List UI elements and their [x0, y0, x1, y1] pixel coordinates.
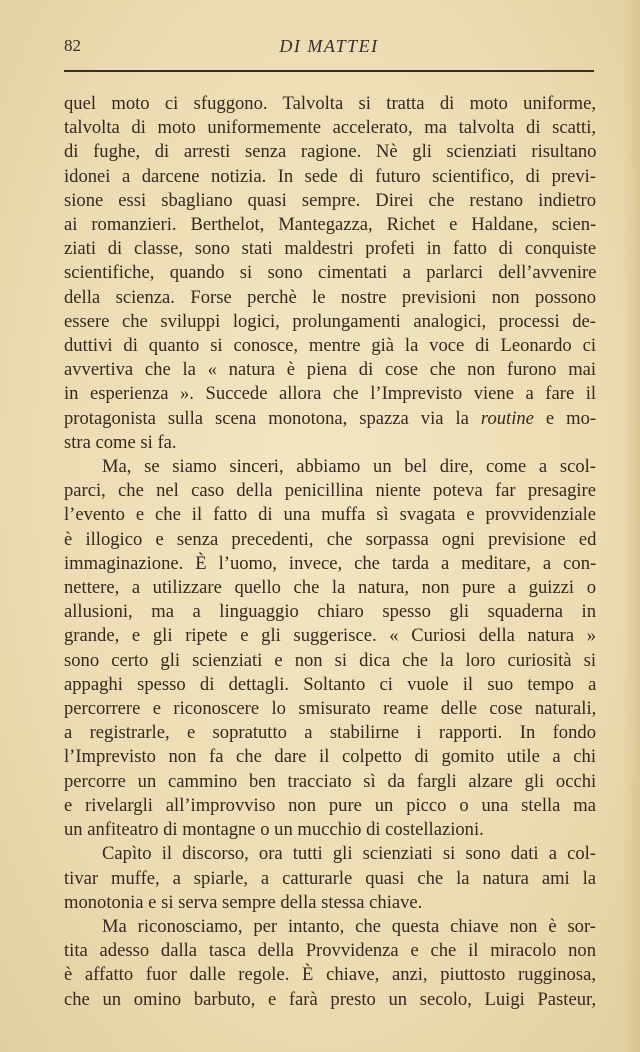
running-head — [64, 36, 594, 62]
text-line: a registrarle, e sopratutto a stabilirne i rapporti. In fondo — [64, 722, 596, 744]
text-line: è illogico e senza precedenti, che sorpassa ogni previsione ed — [64, 528, 597, 550]
text-line: in esperienza ». Succede allora che l’Imprevisto viene a fare il — [64, 383, 597, 405]
text-line: ai romanzieri. Berthelot, Mantegazza, Richet e Haldane, scien- — [64, 214, 597, 236]
page-edge-shadow — [622, 0, 640, 1052]
text-line: Capìto il discorso, ora tutti gli scienziati si sono dati a col- — [102, 843, 596, 865]
text-line: essere che sviluppi logici, prolungamenti analogici, processi de- — [64, 310, 596, 332]
paragraph-1 — [64, 92, 596, 455]
text-line: tita adesso dalla tasca della Provvidenza e che il miracolo non — [64, 940, 596, 962]
text-line: immaginazione. È l’uomo, invece, che tarda a meditare, a con- — [64, 552, 597, 574]
text-line: percorre un cammino ben tracciato sì da fargli alzare gli occhi — [64, 770, 597, 792]
text-line: parci, che nel caso della penicillina niente poteva far presagire — [64, 480, 596, 502]
text-line: della scienza. Forse perchè le nostre previsioni non possono — [64, 286, 596, 308]
text-line: ziati di classe, sono stati maldestri profeti in fatto di conquiste — [64, 238, 597, 260]
page-number: 82 — [64, 36, 81, 55]
text-line: sono certo gli scienziati e non si dica che la loro curiosità si — [64, 649, 597, 671]
running-title: DI MATTEI — [279, 36, 379, 56]
text-line: l’evento e che il fatto di una muffa sì svagata e provvidenziale — [64, 504, 596, 526]
text-line: di fughe, di arresti senza ragione. Nè gli scienziati risultano — [64, 141, 597, 163]
header-rule — [64, 70, 594, 72]
text-line: Ma riconosciamo, per intanto, che questa chiave non è sor- — [102, 915, 596, 937]
text-segment: protagonista sulla scena monotona, spazza via la — [64, 407, 469, 429]
text-line: è affatto fuor dalle regole. È chiave, anzi, piuttosto rugginosa, — [64, 964, 596, 986]
paragraph-3 — [64, 842, 596, 915]
text-line-with-italic — [64, 407, 596, 431]
text-line: monotonia e si serva sempre della stessa chiave. — [64, 891, 423, 913]
text-line: e rivelargli all’improvviso non pure un picco o una stella ma — [64, 794, 596, 816]
text-line: stra come si fa. — [64, 431, 177, 453]
text-line: nettere, a utilizzare quello che la natura, non pure a guizzi o — [64, 577, 596, 599]
text-line: un anfiteatro di montagne o un mucchio di costellazioni. — [64, 819, 484, 841]
text-line: quel moto ci sfuggono. Talvolta si tratta di moto uniforme, — [64, 93, 596, 114]
text-line: appaghi spesso di dettagli. Soltanto ci vuole il suo tempo a — [64, 673, 597, 695]
text-line: Ma, se siamo sinceri, abbiamo un bel dire, come a scol- — [102, 456, 596, 478]
text-line: avvertiva che la « natura è piena di cose che non furono mai — [64, 359, 597, 381]
text-line: idonei a darcene notizia. In sede di futuro scientifico, di previ- — [64, 165, 596, 187]
text-line: sione essi sbagliano quasi sempre. Direi che restano indietro — [64, 189, 596, 211]
text-line: scientifiche, quando si sono cimentati a parlarci dell’avvenire — [64, 262, 597, 284]
text-line: che un omino barbuto, e farà presto un secolo, Luigi Pasteur, — [64, 988, 597, 1010]
text-line: l’Imprevisto non fa che dare il colpetto di gomito utile a chi — [64, 746, 596, 768]
text-line: grande, e gli ripete e gli suggerisce. « Curiosi della natura » — [64, 625, 596, 647]
body-text — [64, 92, 596, 1012]
italic-word: routine — [480, 407, 534, 429]
text-line: talvolta di moto uniformemente accelerato, ma talvolta di scatti, — [64, 117, 597, 139]
text-segment: e mo- — [545, 407, 597, 429]
text-line: tivar muffe, a spiarle, a catturarle quasi che la natura ami la — [64, 867, 597, 889]
paragraph-4 — [64, 915, 596, 1012]
text-line: duttivi di quanto si conosce, mentre già la voce di Leonardo ci — [64, 335, 596, 357]
text-line: percorrere e riconoscere lo smisurato reame delle cose naturali, — [64, 698, 597, 720]
text-line: allusioni, ma a linguaggio chiaro spesso gli squaderna in — [64, 601, 596, 623]
paragraph-2 — [64, 455, 596, 842]
